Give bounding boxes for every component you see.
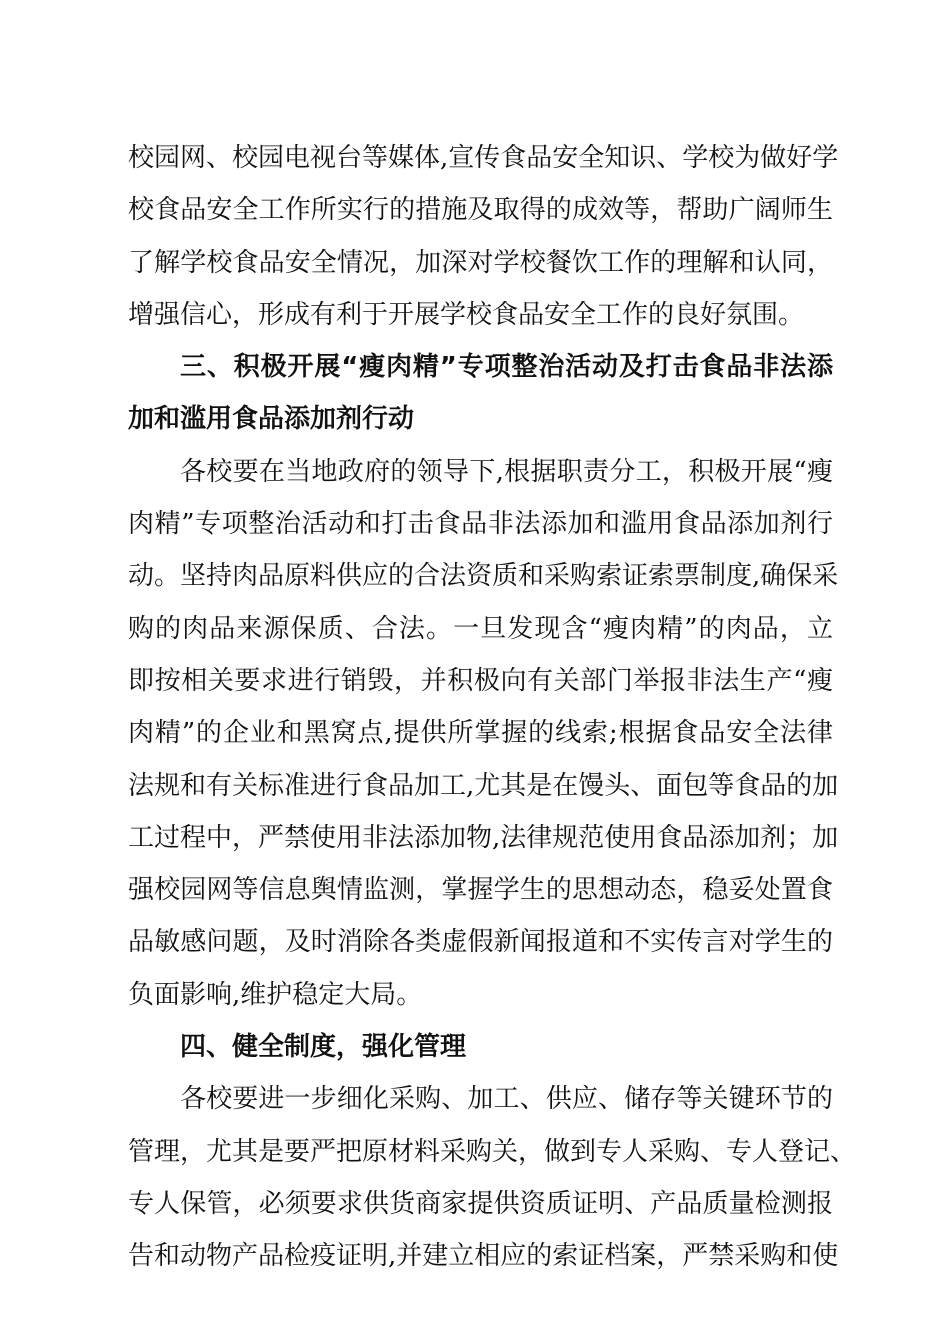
paragraph-line: 购的肉品来源保质、合法。一旦发现含“瘦肉精”的肉品，立 bbox=[128, 613, 833, 644]
paragraph-line: 动。坚持肉品原料供应的合法资质和采购索证索票制度,确保采 bbox=[128, 561, 839, 592]
paragraph-line: 了解学校食品安全情况，加深对学校餐饮工作的理解和认同， bbox=[128, 247, 833, 278]
paragraph-line: 法规和有关标准进行食品加工,尤其是在馒头、面包等食品的加 bbox=[128, 770, 839, 801]
paragraph-line: 强校园网等信息舆情监测，掌握学生的思想动态，稳妥处置食 bbox=[128, 875, 833, 906]
paragraph-line: 专人保管，必须要求供货商家提供资质证明、产品质量检测报 bbox=[128, 1188, 833, 1219]
section-heading-3: 三、积极开展“瘦肉精”专项整治活动及打击食品非法添 bbox=[180, 352, 833, 383]
paragraph-line: 即按相关要求进行销毁，并积极向有关部门举报非法生产“瘦 bbox=[128, 665, 833, 696]
paragraph-line: 品敏感问题，及时消除各类虚假新闻报道和不实传言对学生的 bbox=[128, 927, 833, 958]
paragraph-line: 管理，尤其是要严把原材料采购关，做到专人采购、专人登记、 bbox=[128, 1136, 857, 1167]
paragraph-line: 肉精”的企业和黑窝点,提供所掌握的线索;根据食品安全法律 bbox=[128, 718, 833, 749]
paragraph-line: 各校要在当地政府的领导下,根据职责分工，积极开展“瘦 bbox=[180, 456, 833, 487]
paragraph-line: 告和动物产品检疫证明,并建立相应的索证档案，严禁采购和使 bbox=[128, 1241, 839, 1272]
paragraph-line: 肉精”专项整治活动和打击食品非法添加和滥用食品添加剂行 bbox=[128, 509, 833, 540]
paragraph-line: 工过程中，严禁使用非法添加物,法律规范使用食品添加剂；加 bbox=[128, 822, 839, 853]
paragraph-line: 校食品安全工作所实行的措施及取得的成效等，帮助广阔师生 bbox=[128, 195, 833, 226]
section-heading-3-continued: 加和滥用食品添加剂行动 bbox=[128, 404, 415, 435]
section-heading-4: 四、健全制度，强化管理 bbox=[180, 1032, 467, 1063]
paragraph-line: 增强信心，形成有利于开展学校食品安全工作的良好氛围。 bbox=[128, 299, 805, 330]
paragraph-line: 各校要进一步细化采购、加工、供应、储存等关键环节的 bbox=[180, 1084, 833, 1115]
paragraph-line: 校园网、校园电视台等媒体,宣传食品安全知识、学校为做好学 bbox=[128, 143, 839, 173]
paragraph-line: 负面影响,维护稳定大局。 bbox=[128, 979, 423, 1010]
document-body bbox=[128, 132, 857, 1283]
